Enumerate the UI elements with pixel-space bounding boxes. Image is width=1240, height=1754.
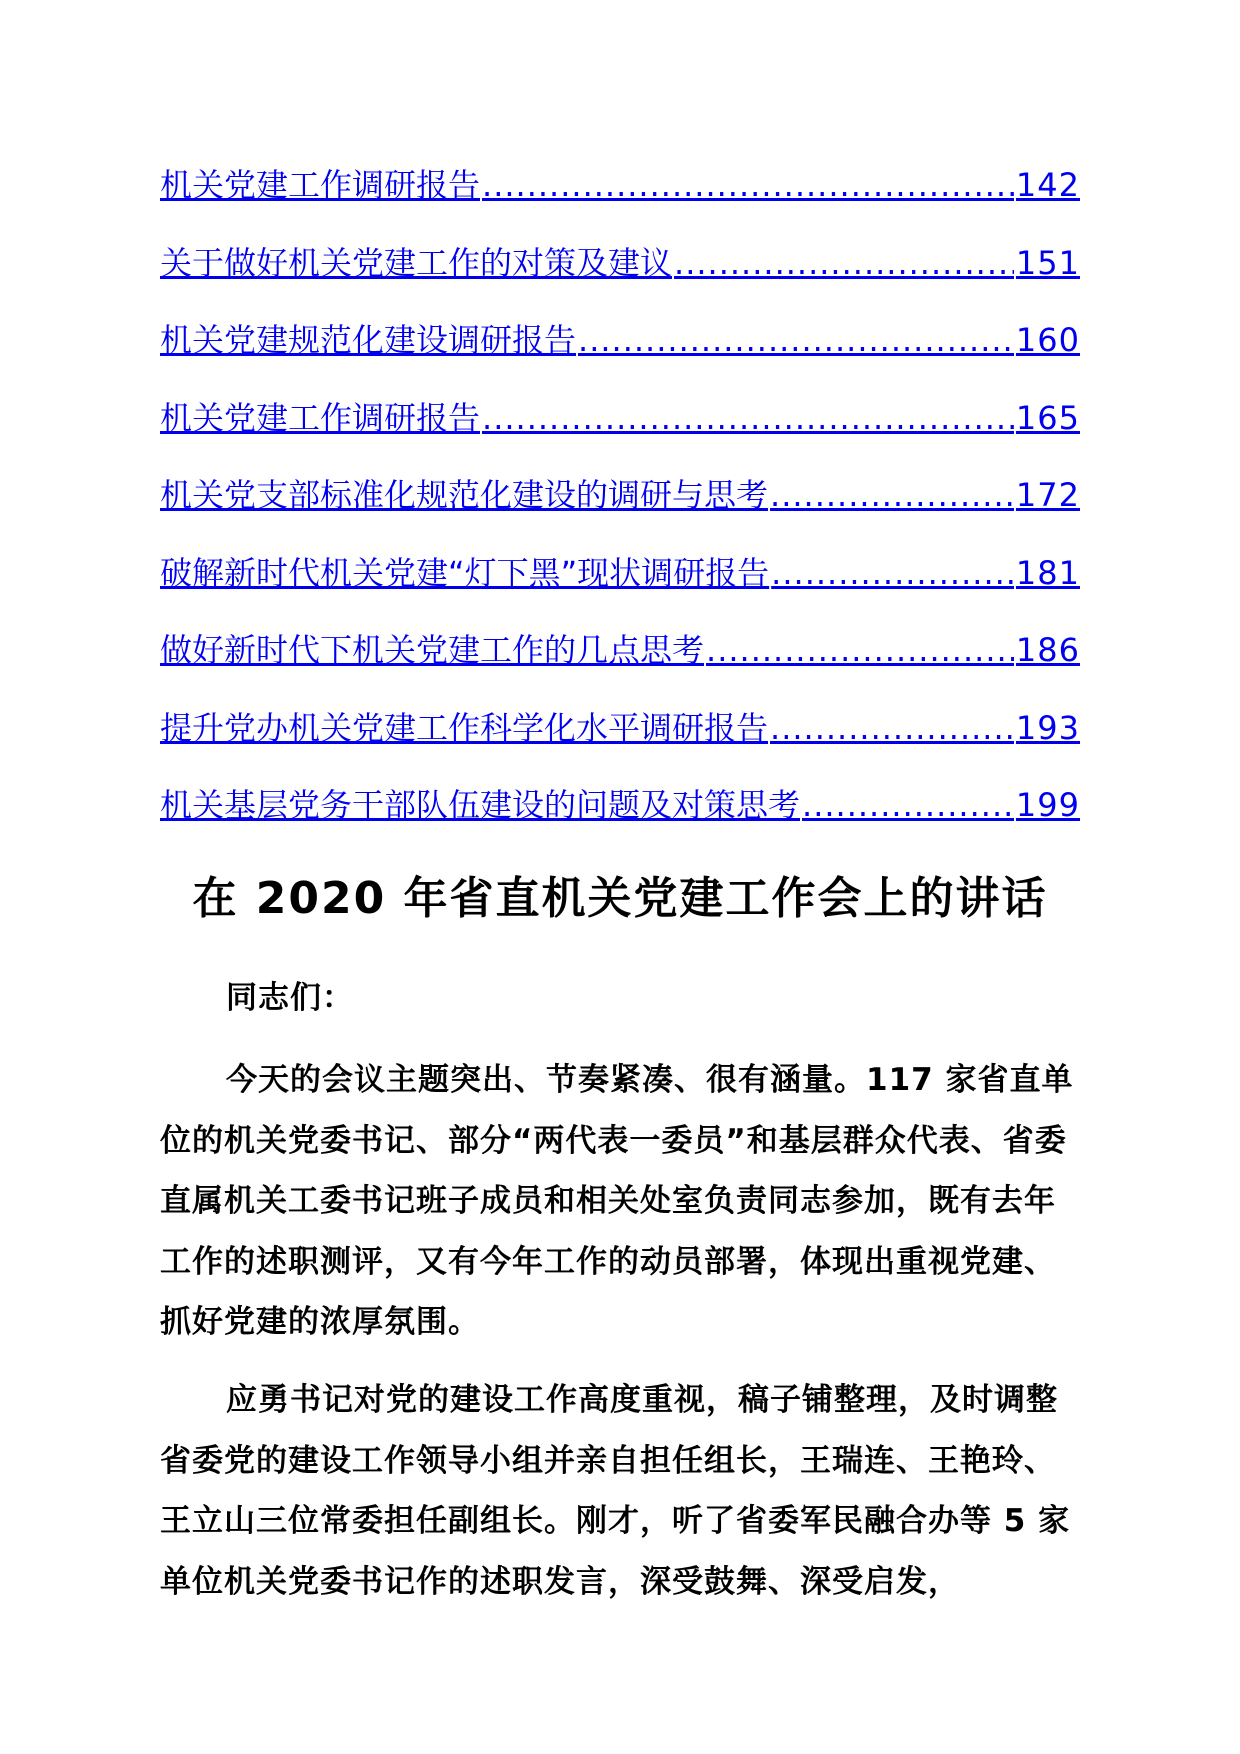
toc-leader-dots bbox=[482, 399, 1014, 437]
toc-entry[interactable] bbox=[160, 393, 1080, 471]
toc-entry[interactable] bbox=[160, 470, 1080, 548]
table-of-contents bbox=[160, 160, 1080, 858]
toc-entry-title: 机关党支部标准化规范化建设的调研与思考 bbox=[160, 476, 769, 514]
toc-entry-page: 151 bbox=[1015, 243, 1080, 282]
toc-leader-dots bbox=[770, 709, 1014, 747]
toc-entry-title: 提升党办机关党建工作科学化水平调研报告 bbox=[160, 708, 769, 747]
toc-entry-page: 160 bbox=[1015, 321, 1080, 359]
toc-leader-dots bbox=[770, 476, 1014, 514]
toc-entry-page: 181 bbox=[1015, 553, 1080, 592]
toc-leader-dots bbox=[482, 166, 1014, 204]
toc-entry[interactable] bbox=[160, 315, 1080, 393]
toc-entry-page: 186 bbox=[1015, 631, 1080, 669]
toc-entry-page: 165 bbox=[1015, 398, 1080, 437]
toc-entry-page: 199 bbox=[1015, 786, 1080, 824]
body-paragraph: 今天的会议主题突出、节奏紧凑、很有涵量。117 家省直单位的机关党委书记、部分“两代表一委员”和基层群众代表、省委直属机关工委书记班子成员和相关处室负责同志参加，既有去年工作的述职测评，又有今年工作的动员部署，体现出重视党建、抓好党建的浓厚氛围。 bbox=[160, 1062, 1074, 1340]
toc-entry-title: 机关党建工作调研报告 bbox=[160, 166, 481, 204]
salutation: 同志们： bbox=[226, 980, 354, 1016]
toc-entry[interactable] bbox=[160, 238, 1080, 316]
toc-leader-dots bbox=[674, 244, 1014, 282]
toc-entry-title: 机关党建工作调研报告 bbox=[160, 398, 481, 437]
toc-entry-title: 机关党建规范化建设调研报告 bbox=[160, 321, 577, 359]
toc-entry-page: 193 bbox=[1015, 708, 1080, 747]
toc-entry[interactable] bbox=[160, 548, 1080, 626]
toc-entry[interactable] bbox=[160, 625, 1080, 703]
toc-leader-dots bbox=[578, 321, 1014, 359]
toc-entry-title: 机关基层党务干部队伍建设的问题及对策思考 bbox=[160, 786, 801, 824]
toc-leader-dots bbox=[771, 554, 1014, 592]
toc-entry[interactable] bbox=[160, 703, 1080, 781]
speech-title: 在 2020 年省直机关党建工作会上的讲话 bbox=[192, 873, 1048, 924]
toc-entry-page: 172 bbox=[1015, 476, 1080, 514]
toc-entry-page: 142 bbox=[1015, 166, 1080, 204]
toc-entry[interactable] bbox=[160, 160, 1080, 238]
toc-entry-title: 关于做好机关党建工作的对策及建议 bbox=[160, 243, 673, 282]
body-paragraph: 应勇书记对党的建设工作高度重视，稿子铺整理，及时调整省委党的建设工作领导小组并亲自担任组长，王瑞连、王艳玲、王立山三位常委担任副组长。刚才，听了省委军民融合办等 5 家单位机关党委书记作的述职发言，深受鼓舞、深受启发， bbox=[160, 1382, 1071, 1600]
toc-leader-dots bbox=[706, 631, 1014, 669]
toc-entry-title: 做好新时代下机关党建工作的几点思考 bbox=[160, 631, 705, 669]
toc-entry-title: 破解新时代机关党建“灯下黑”现状调研报告 bbox=[160, 553, 770, 592]
toc-entry[interactable] bbox=[160, 780, 1080, 858]
toc-leader-dots bbox=[802, 786, 1014, 824]
